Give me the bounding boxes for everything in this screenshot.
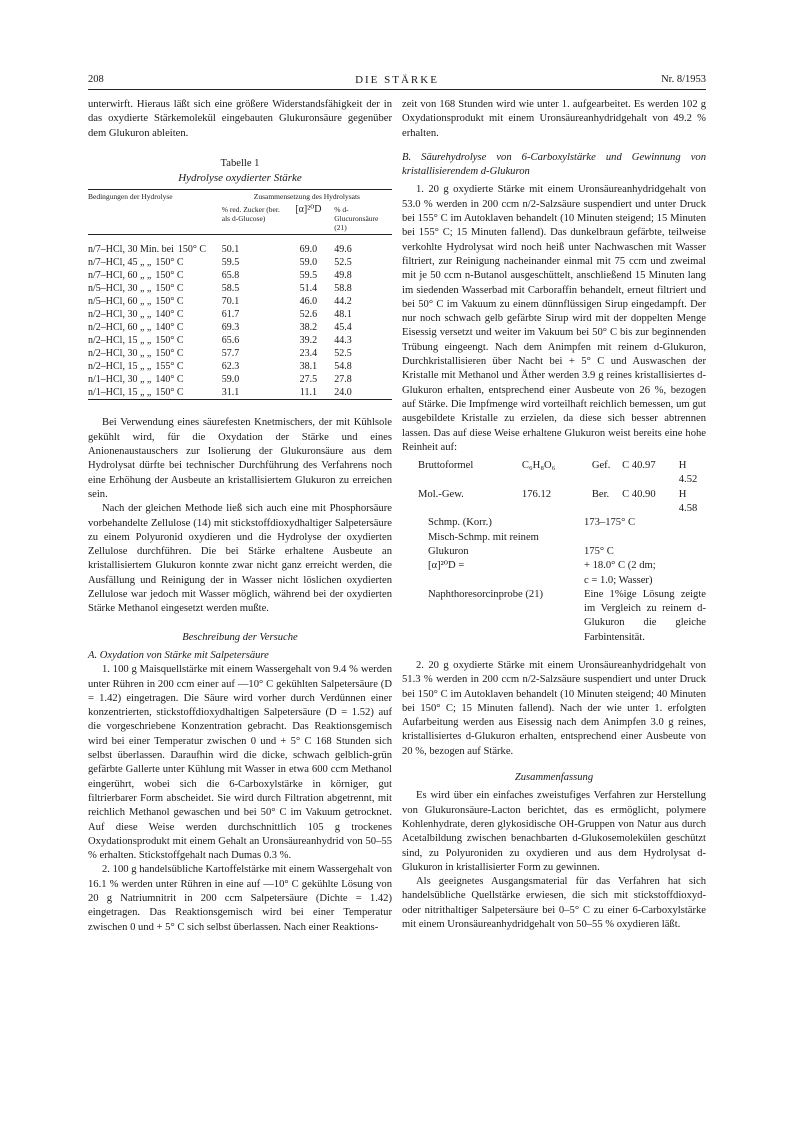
- cell-rotation: 51.4: [299, 283, 318, 295]
- cell-rotation: 59.5: [299, 270, 318, 282]
- cell-sugar: 69.3: [221, 322, 240, 334]
- cell-glucuronic: 48.1: [334, 309, 352, 321]
- cell-condition: [88, 360, 222, 373]
- table-row: [88, 360, 392, 373]
- paragraph: Es wird über ein einfaches zweistufiges Verfahren zur Herstellung von Glukuronsäure-Lacton berichtet, das es ermöglicht, polymere Kohlenhydrate, deren glykosidische OH-Gruppen von Natur aus durch Acetalbildung zwischen benachbarten d-Glukosemolekülen geschützt sind, zu Polyuroniden zu oxydieren und aus dem Hydrolysat d-Glukuron in kristallisierter Form zu gewinnen.: [402, 790, 706, 873]
- journal-title: DIE STÄRKE: [355, 74, 439, 86]
- cell-rotation: 11.1: [299, 387, 317, 399]
- property-label: [α]²⁰D =: [428, 560, 465, 572]
- table-row: [88, 321, 392, 334]
- calc-h: H 4.58: [678, 488, 698, 515]
- cell-sugar: 61.7: [221, 309, 240, 321]
- cell-temperature: 150° C: [155, 348, 184, 360]
- property-value: [584, 531, 706, 545]
- property-row: [428, 588, 706, 645]
- cell-condition-text: n/2–HCl, 30 „ „: [88, 348, 152, 360]
- table-row: [88, 334, 392, 347]
- calc-c: C 40.90: [622, 488, 656, 500]
- cell-glucuronic: 27.8: [334, 374, 352, 386]
- property-row: [428, 545, 706, 559]
- section-heading: Beschreibung der Versuche: [182, 631, 298, 643]
- cell-condition-text: n/5–HCl, 30 „ „: [88, 283, 152, 295]
- cell-glucuronic: 24.0: [334, 387, 352, 399]
- page-number: 208: [88, 74, 104, 85]
- property-label: Schmp. (Korr.): [428, 517, 492, 529]
- cell-condition-text: n/2–HCl, 60 „ „: [88, 322, 152, 334]
- cell-rotation: 23.4: [299, 348, 318, 360]
- cell-glucuronic: 52.5: [334, 348, 352, 360]
- hydrolysis-table: [88, 189, 392, 400]
- cell-condition: [88, 256, 222, 269]
- molweight-value: 176.12: [521, 488, 552, 500]
- calc-label: Ber.: [591, 488, 610, 500]
- cell-temperature: 150° C: [177, 244, 207, 256]
- cell-rotation: 39.2: [299, 335, 318, 347]
- cell-sugar: 70.1: [221, 296, 240, 308]
- table-row: [88, 347, 392, 360]
- property-value: 175° C: [584, 545, 614, 557]
- property-label: [428, 574, 584, 588]
- found-h: H 4.52: [678, 460, 698, 486]
- cell-glucuronic: 44.3: [334, 335, 352, 347]
- cell-condition: [88, 347, 222, 360]
- cell-condition: [88, 321, 222, 334]
- section-heading: Zusammenfassung: [514, 772, 594, 784]
- paragraph: 2. 20 g oxydierte Stärke mit einem Uronsäureanhydridgehalt von 51.3 % werden in 200 ccm n/2-Salzsäure suspendiert und unter Druck bei 150° C im Autoklaven behandelt (10 Minuten steigend; 40 Minuten bei 150° C; 15 Minuten fallend). Nach der wie unter 1. erfolgten Aufarbeitung werden aus Eisessig nach dem Animpfen 3.0 g reines, kristallisiertes d-Glukuron erhalten, entsprechend einer Ausbeute von 20 %, bezogen auf Stärke.: [402, 659, 706, 757]
- table-row: [88, 269, 392, 282]
- property-value: 173–175° C: [584, 517, 636, 529]
- cell-condition-text: n/2–HCl, 30 „ „: [88, 309, 152, 321]
- paragraph: Nach der gleichen Methode ließ sich auch eine mit Phosphorsäure vorbehandelte Zellulose (14) mit stickstoffdioxydhaltiger Salpetersäure zu einem Polyuronid oxydieren und die Hydrolyse der oxydierten Zellulose durchführen. Die bei Stärke erhaltene Ausbeute an kristallisiertem Glukuron konnte zwar nicht ganz erreicht werden, die Ausfällung und Reinigung der in Wasser nicht löslichen oxydierten Zellulose war jedoch mit Wasser möglich, während bei der oxydierten Stärke Methanol eingesetzt werden mußte.: [88, 503, 392, 615]
- paragraph: 2. 100 g handelsübliche Kartoffelstärke mit einem Wassergehalt von 16.1 % werden unter Rühren in eine auf —10° C gekühlte Lösung von 20 g Natriumnitrit in 200 ccm Salpetersäure (Dichte = 1.42) eingetragen. Das Reaktionsgemisch wird bei einer Temperatur zwischen 0 und + 5° C sich selbst überlassen. Nach einer Reaktions-: [88, 864, 392, 933]
- cell-glucuronic: 52.5: [334, 257, 352, 269]
- cell-glucuronic: 49.6: [334, 244, 352, 256]
- cell-condition: [88, 308, 222, 321]
- cell-condition: [88, 282, 222, 295]
- cell-condition-text: n/1–HCl, 30 „ „: [88, 374, 152, 386]
- issue-number: Nr. 8/1953: [661, 74, 706, 85]
- subsection-heading: A. Oxydation von Stärke mit Salpetersäure: [88, 649, 269, 661]
- table-header-glucuronic: % d-Glucuronsäure (21): [334, 205, 379, 233]
- cell-sugar: 31.1: [221, 387, 240, 399]
- paragraph: Bei Verwendung eines säurefesten Knetmischers, der mit Kühlsole gekühlt wird, für die Oxydation der Stärke und eines Anionenaustauschers zur Isolierung der Glukuronsäure aus dem Hydrolysat dürfte bei technischer Durchführung des Verfahrens noch eine Erhöhung der Ausbeute an kristallisiertem Glukuron zu erreichen sein.: [88, 417, 392, 500]
- cell-condition-text: n/1–HCl, 15 „ „: [88, 387, 152, 399]
- cell-condition: [88, 235, 222, 257]
- cell-sugar: 50.1: [221, 244, 240, 256]
- property-row: [428, 559, 706, 573]
- paragraph: 1. 100 g Maisquellstärke mit einem Wassergehalt von 9.4 % werden unter Rühren in 200 ccm einer auf —10° C gekühlten Salpetersäure (D = 1.42) eingetragen. Die Säure wird vorher durch Verdünnen einer konzentrierten, stickstoffdioxydhaltigen Salpetersäure (D = 1.52) auf die vorgeschriebene Konzentration gebracht. Das Reaktionsgemisch wird bei einer Temperatur zwischen 0 und + 5° C 168 Stunden sich selbst überlassen. Daraufhin wird die dicke, schwach gelblich-grün gefärbte Gallerte unter Kühlung mit Wasser in etwa 600 ccm Methanol eingerührt, wobei sich die 6-Carboxylstärke in körniger, gut filtrierbarer Form abscheidet. Sie wird durch Filtration abgetrennt, mit reichlich Methanol gewaschen und bei 50° C im Vakuum getrocknet. Auf diese Weise werden durchschnittlich 105 g trockenes Oxydationsprodukt mit einem Gehalt an Uronsäureanhydrid von 50–55 % erhalten. Stickstoffgehalt nach Dumas 0.3 %.: [88, 664, 392, 862]
- left-column: [88, 98, 392, 935]
- property-value: c = 1.0; Wasser): [584, 574, 653, 586]
- cell-condition-text: n/7–HCl, 30 Min. bei: [88, 244, 174, 256]
- cell-temperature: 150° C: [155, 387, 184, 399]
- found-label: Gef.: [591, 460, 611, 472]
- cell-glucuronic: 44.2: [334, 296, 352, 308]
- property-row: [428, 516, 706, 530]
- paragraph: unterwirft. Hieraus läßt sich eine größere Widerstandsfähigkeit der in das oxydierte Stärkemolekül eingebauten Glukuronsäure gegenüber dem Glukuron ableiten.: [88, 99, 392, 139]
- subsection-heading: B. Säurehydrolyse von 6-Carboxylstärke und Gewinnung von kristallisierendem d-Glukuron: [402, 151, 706, 178]
- cell-temperature: 140° C: [155, 322, 184, 334]
- table-row: [88, 373, 392, 386]
- analysis-block: [418, 459, 706, 645]
- table-header-sugar: % red. Zucker (ber. als d-Glucose): [221, 205, 280, 224]
- cell-condition-text: n/5–HCl, 60 „ „: [88, 296, 152, 308]
- cell-condition: [88, 334, 222, 347]
- cell-sugar: 59.5: [221, 257, 240, 269]
- table-row: [88, 256, 392, 269]
- cell-rotation: 38.1: [299, 361, 318, 373]
- cell-condition-text: n/7–HCl, 45 „ „: [88, 257, 152, 269]
- cell-condition-text: n/7–HCl, 60 „ „: [88, 270, 152, 282]
- cell-sugar: 59.0: [221, 374, 240, 386]
- property-label: Misch-Schmp. mit reinem: [428, 531, 539, 543]
- cell-condition: [88, 295, 222, 308]
- property-label: Glukuron: [428, 545, 469, 557]
- table-header-conditions: Bedingungen der Hydrolyse: [88, 192, 173, 202]
- property-row: [428, 531, 706, 545]
- formula-value: C₆H₈O₆: [521, 460, 556, 472]
- cell-temperature: 155° C: [155, 361, 184, 373]
- cell-rotation: 69.0: [299, 244, 318, 256]
- cell-temperature: 150° C: [155, 296, 184, 308]
- cell-condition-text: n/2–HCl, 15 „ „: [88, 335, 152, 347]
- table-row: [88, 235, 392, 257]
- cell-condition: [88, 386, 222, 400]
- cell-temperature: 150° C: [155, 270, 184, 282]
- paragraph: zeit von 168 Stunden wird wie unter 1. aufgearbeitet. Es werden 102 g Oxydationsprodukt mit einem Uronsäureanhydridgehalt von 49.2 % erhalten.: [402, 99, 706, 139]
- table-header-rotation: [α]²⁰D: [295, 204, 322, 216]
- table-subtitle: Hydrolyse oxydierter Stärke: [178, 172, 302, 185]
- cell-sugar: 57.7: [221, 348, 240, 360]
- cell-rotation: 46.0: [299, 296, 318, 308]
- cell-sugar: 65.8: [221, 270, 240, 282]
- table-row: [88, 308, 392, 321]
- cell-sugar: 62.3: [221, 361, 240, 373]
- right-column: [402, 98, 706, 932]
- cell-glucuronic: 58.8: [334, 283, 352, 295]
- cell-temperature: 140° C: [155, 374, 184, 386]
- paragraph: Als geeignetes Ausgangsmaterial für das Verfahren hat sich handelsübliche Quellstärke erwiesen, die sich mit stickstoffdioxyd- oder nitrithaltiger Salpetersäure bei 0–5° C zu einer 6-Carboxylstärke mit einem Uronsäureanhydridgehalt von 50–55 % oxydieren läßt.: [402, 876, 706, 931]
- table-row: [88, 386, 392, 400]
- header-rule: [88, 89, 706, 90]
- cell-rotation: 59.0: [299, 257, 318, 269]
- table-header-composition: Zusammensetzung des Hydrolysats: [253, 192, 360, 202]
- cell-temperature: 150° C: [155, 283, 184, 295]
- cell-glucuronic: 54.8: [334, 361, 352, 373]
- cell-condition: [88, 269, 222, 282]
- property-value: Eine 1%ige Lösung zeigte im Vergleich zu reinem d-Glukuron die gleiche Farbintensität.: [584, 588, 706, 643]
- cell-condition: [88, 373, 222, 386]
- property-row: [428, 574, 706, 588]
- cell-temperature: 140° C: [155, 309, 184, 321]
- table-row: [88, 282, 392, 295]
- cell-sugar: 58.5: [221, 283, 240, 295]
- cell-glucuronic: 49.8: [334, 270, 352, 282]
- cell-rotation: 52.6: [299, 309, 318, 321]
- molweight-label: Mol.-Gew.: [418, 488, 464, 500]
- formula-label: Bruttoformel: [418, 460, 474, 472]
- cell-condition-text: n/2–HCl, 15 „ „: [88, 361, 152, 373]
- cell-glucuronic: 45.4: [334, 322, 352, 334]
- table-title: Tabelle 1: [220, 157, 260, 169]
- table-row: [88, 295, 392, 308]
- found-c: C 40.97: [622, 460, 656, 472]
- cell-rotation: 38.2: [299, 322, 318, 334]
- cell-sugar: 65.6: [221, 335, 240, 347]
- cell-temperature: 150° C: [155, 335, 184, 347]
- property-value: + 18.0° C (2 dm;: [584, 560, 656, 572]
- property-label: Naphthoresorcinprobe (21): [428, 588, 544, 600]
- cell-rotation: 27.5: [299, 374, 318, 386]
- cell-temperature: 150° C: [155, 257, 184, 269]
- paragraph: 1. 20 g oxydierte Stärke mit einem Uronsäureanhydridgehalt von 53.0 % werden in 200 ccm n/2-Salzsäure suspendiert und unter Druck bei 155° C im Autoklaven behandelt (10 Minuten steigend; 15 Minuten bei 155° C; 15 Minuten fallend). Das dunkelbraun gefärbte, teilweise verkohlte Hydrolysat wird noch heiß unter Nachwaschen mit Wasser filtriert, zur Reinigung nacheinander einmal mit 75 ccm und zweimal mit je 50 ccm n-Butanol ausgeschüttelt, anschließend 15 Minuten lang im siedenden Wasserbad mit Carboraffin behandelt, erneut filtriert und bei 50° C im Vakuum zu einem dünnflüssigen Sirup eingedampft. Der nur noch schwach gelb gefärbte Sirup wird mit der doppelten Menge Eisessig versetzt und weiter im Vakuum bei 50° C bis zur beginnenden Trübung eingeengt. Nach dem Animpfen mit reinem d-Glukuron, Durchkristallisieren über Nacht bei + 5° C und Auswaschen der Kristalle mit Methanol und Äther werden 3.9 g reines kristallisiertes d-Glukuron erhalten, entsprechend einer Ausbeute von 26 %, bezogen auf Stärke. Die Impfmenge wird vorteilhaft reichlich bemessen, um gut ausgebildete Kristalle zu erzielen, da diese sich besser abtrennen lassen. Das auf diese Weise erhaltene Glukuron weist bereits eine hohe Reinheit auf:: [402, 184, 706, 453]
